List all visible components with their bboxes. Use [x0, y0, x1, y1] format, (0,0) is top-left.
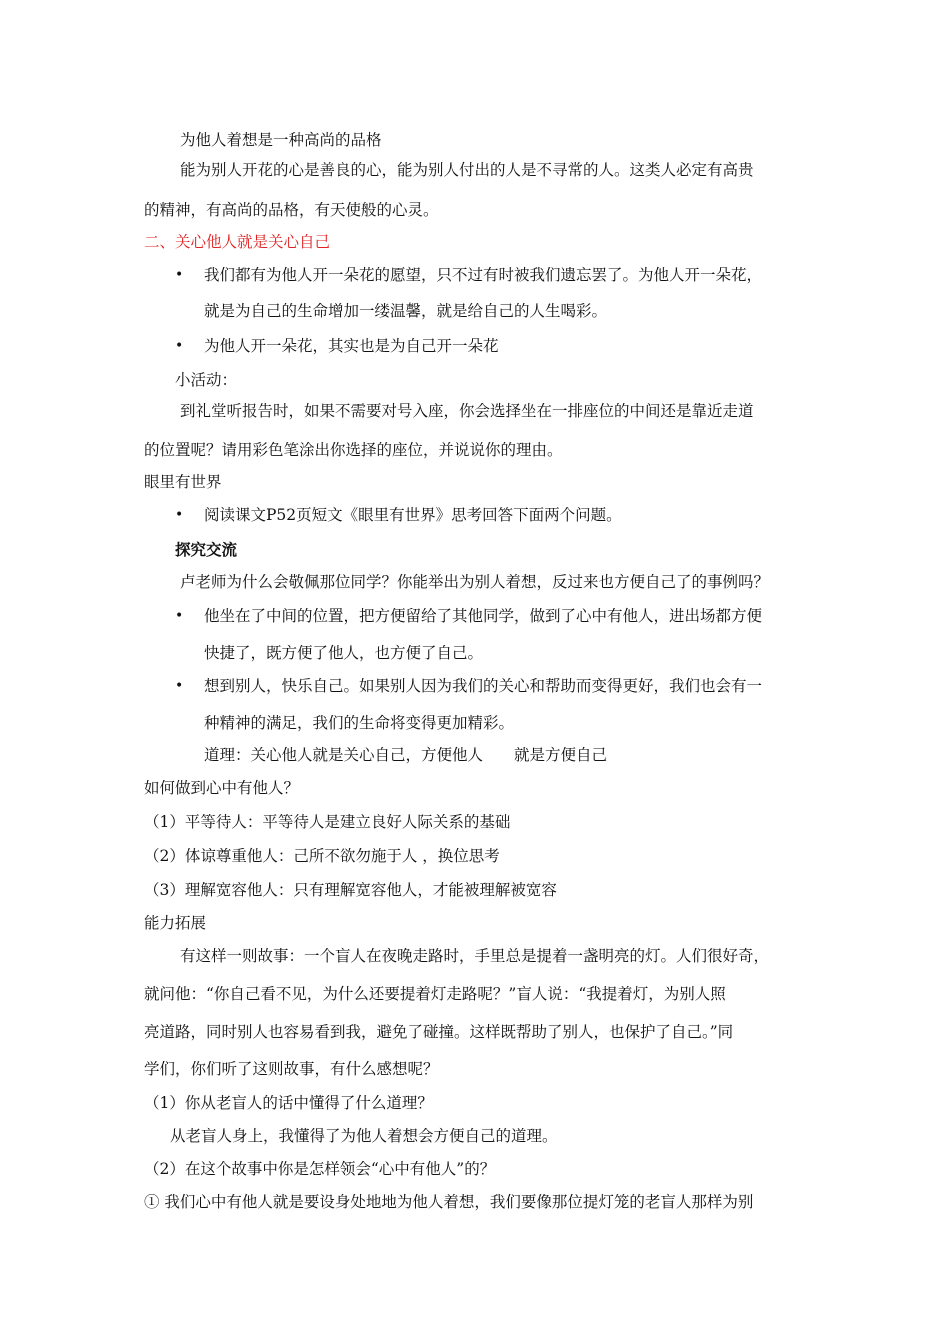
- text-line: 为他人开一朵花，其实也是为自己开一朵花: [204, 337, 499, 355]
- section-heading: 二、关心他人就是关心自己: [144, 233, 331, 251]
- text-line: 眼里有世界: [144, 473, 222, 491]
- bullet-icon: •: [175, 678, 184, 694]
- text-line: 卢老师为什么会敬佩那位同学？你能举出为别人着想，反过来也方便自己了的事例吗？: [180, 573, 770, 591]
- text-line: 我们都有为他人开一朵花的愿望，只不过有时被我们遗忘罢了。为他人开一朵花，: [204, 266, 763, 284]
- bullet-icon: •: [175, 338, 184, 354]
- text-line: 的位置呢？请用彩色笔涂出你选择的座位，并说说你的理由。: [144, 441, 563, 459]
- text-line: 为他人着想是一种高尚的品格: [180, 131, 382, 149]
- text-line: 学们，你们听了这则故事，有什么感想呢？: [144, 1060, 439, 1078]
- bullet-icon: •: [175, 267, 184, 283]
- text-line: 能为别人开花的心是善良的心，能为别人付出的人是不寻常的人。这类人必定有高贵: [180, 161, 754, 179]
- text-line: 的精神，有高尚的品格，有天使般的心灵。: [144, 201, 439, 219]
- text-line: 就问他：“你自己看不见，为什么还要提着灯走路呢？”盲人说：“我提着灯，为别人照: [144, 985, 726, 1003]
- text-line: 道理：关心他人就是关心自己，方便他人 就是方便自己: [204, 746, 608, 764]
- text-line: （1）平等待人：平等待人是建立良好人际关系的基础: [144, 813, 511, 831]
- text-line: （1）你从老盲人的话中懂得了什么道理？: [144, 1094, 433, 1112]
- text-line: （3）理解宽容他人：只有理解宽容他人，才能被理解被宽容: [144, 881, 557, 899]
- text-line: 种精神的满足，我们的生命将变得更加精彩。: [204, 714, 515, 732]
- text-line: 想到别人，快乐自己。如果别人因为我们的关心和帮助而变得更好，我们也会有一: [204, 677, 763, 695]
- subheading: 探究交流: [175, 541, 238, 559]
- text-line: 到礼堂听报告时，如果不需要对号入座，你会选择坐在一排座位的中间还是靠近走道: [180, 402, 754, 420]
- text-line: 从老盲人身上，我懂得了为他人着想会方便自己的道理。: [170, 1127, 558, 1145]
- text-line: 就是为自己的生命增加一缕温馨，就是给自己的人生喝彩。: [204, 302, 608, 320]
- bullet-icon: •: [175, 608, 184, 624]
- text-line: 有这样一则故事：一个盲人在夜晚走路时，手里总是提着一盏明亮的灯。人们很好奇，: [180, 947, 770, 965]
- text-line: 能力拓展: [144, 914, 207, 932]
- text-line: 如何做到心中有他人？: [144, 779, 300, 797]
- text-line: 亮道路，同时别人也容易看到我，避免了碰撞。这样既帮助了别人，也保护了自己。”同: [144, 1023, 734, 1041]
- text-line: 阅读课文P52页短文《眼里有世界》思考回答下面两个问题。: [204, 506, 622, 524]
- text-line: 快捷了，既方便了他人，也方便了自己。: [204, 644, 484, 662]
- text-line: （2）体谅尊重他人：己所不欲勿施于人 ，换位思考: [144, 847, 500, 865]
- text-line: ① 我们心中有他人就是要设身处地地为他人着想，我们要像那位提灯笼的老盲人那样为别: [144, 1193, 754, 1211]
- bullet-icon: •: [175, 507, 184, 523]
- text-line: 小活动：: [175, 371, 238, 389]
- text-line: （2）在这个故事中你是怎样领会“心中有他人”的？: [144, 1160, 496, 1178]
- text-line: 他坐在了中间的位置，把方便留给了其他同学，做到了心中有他人，进出场都方便: [204, 607, 763, 625]
